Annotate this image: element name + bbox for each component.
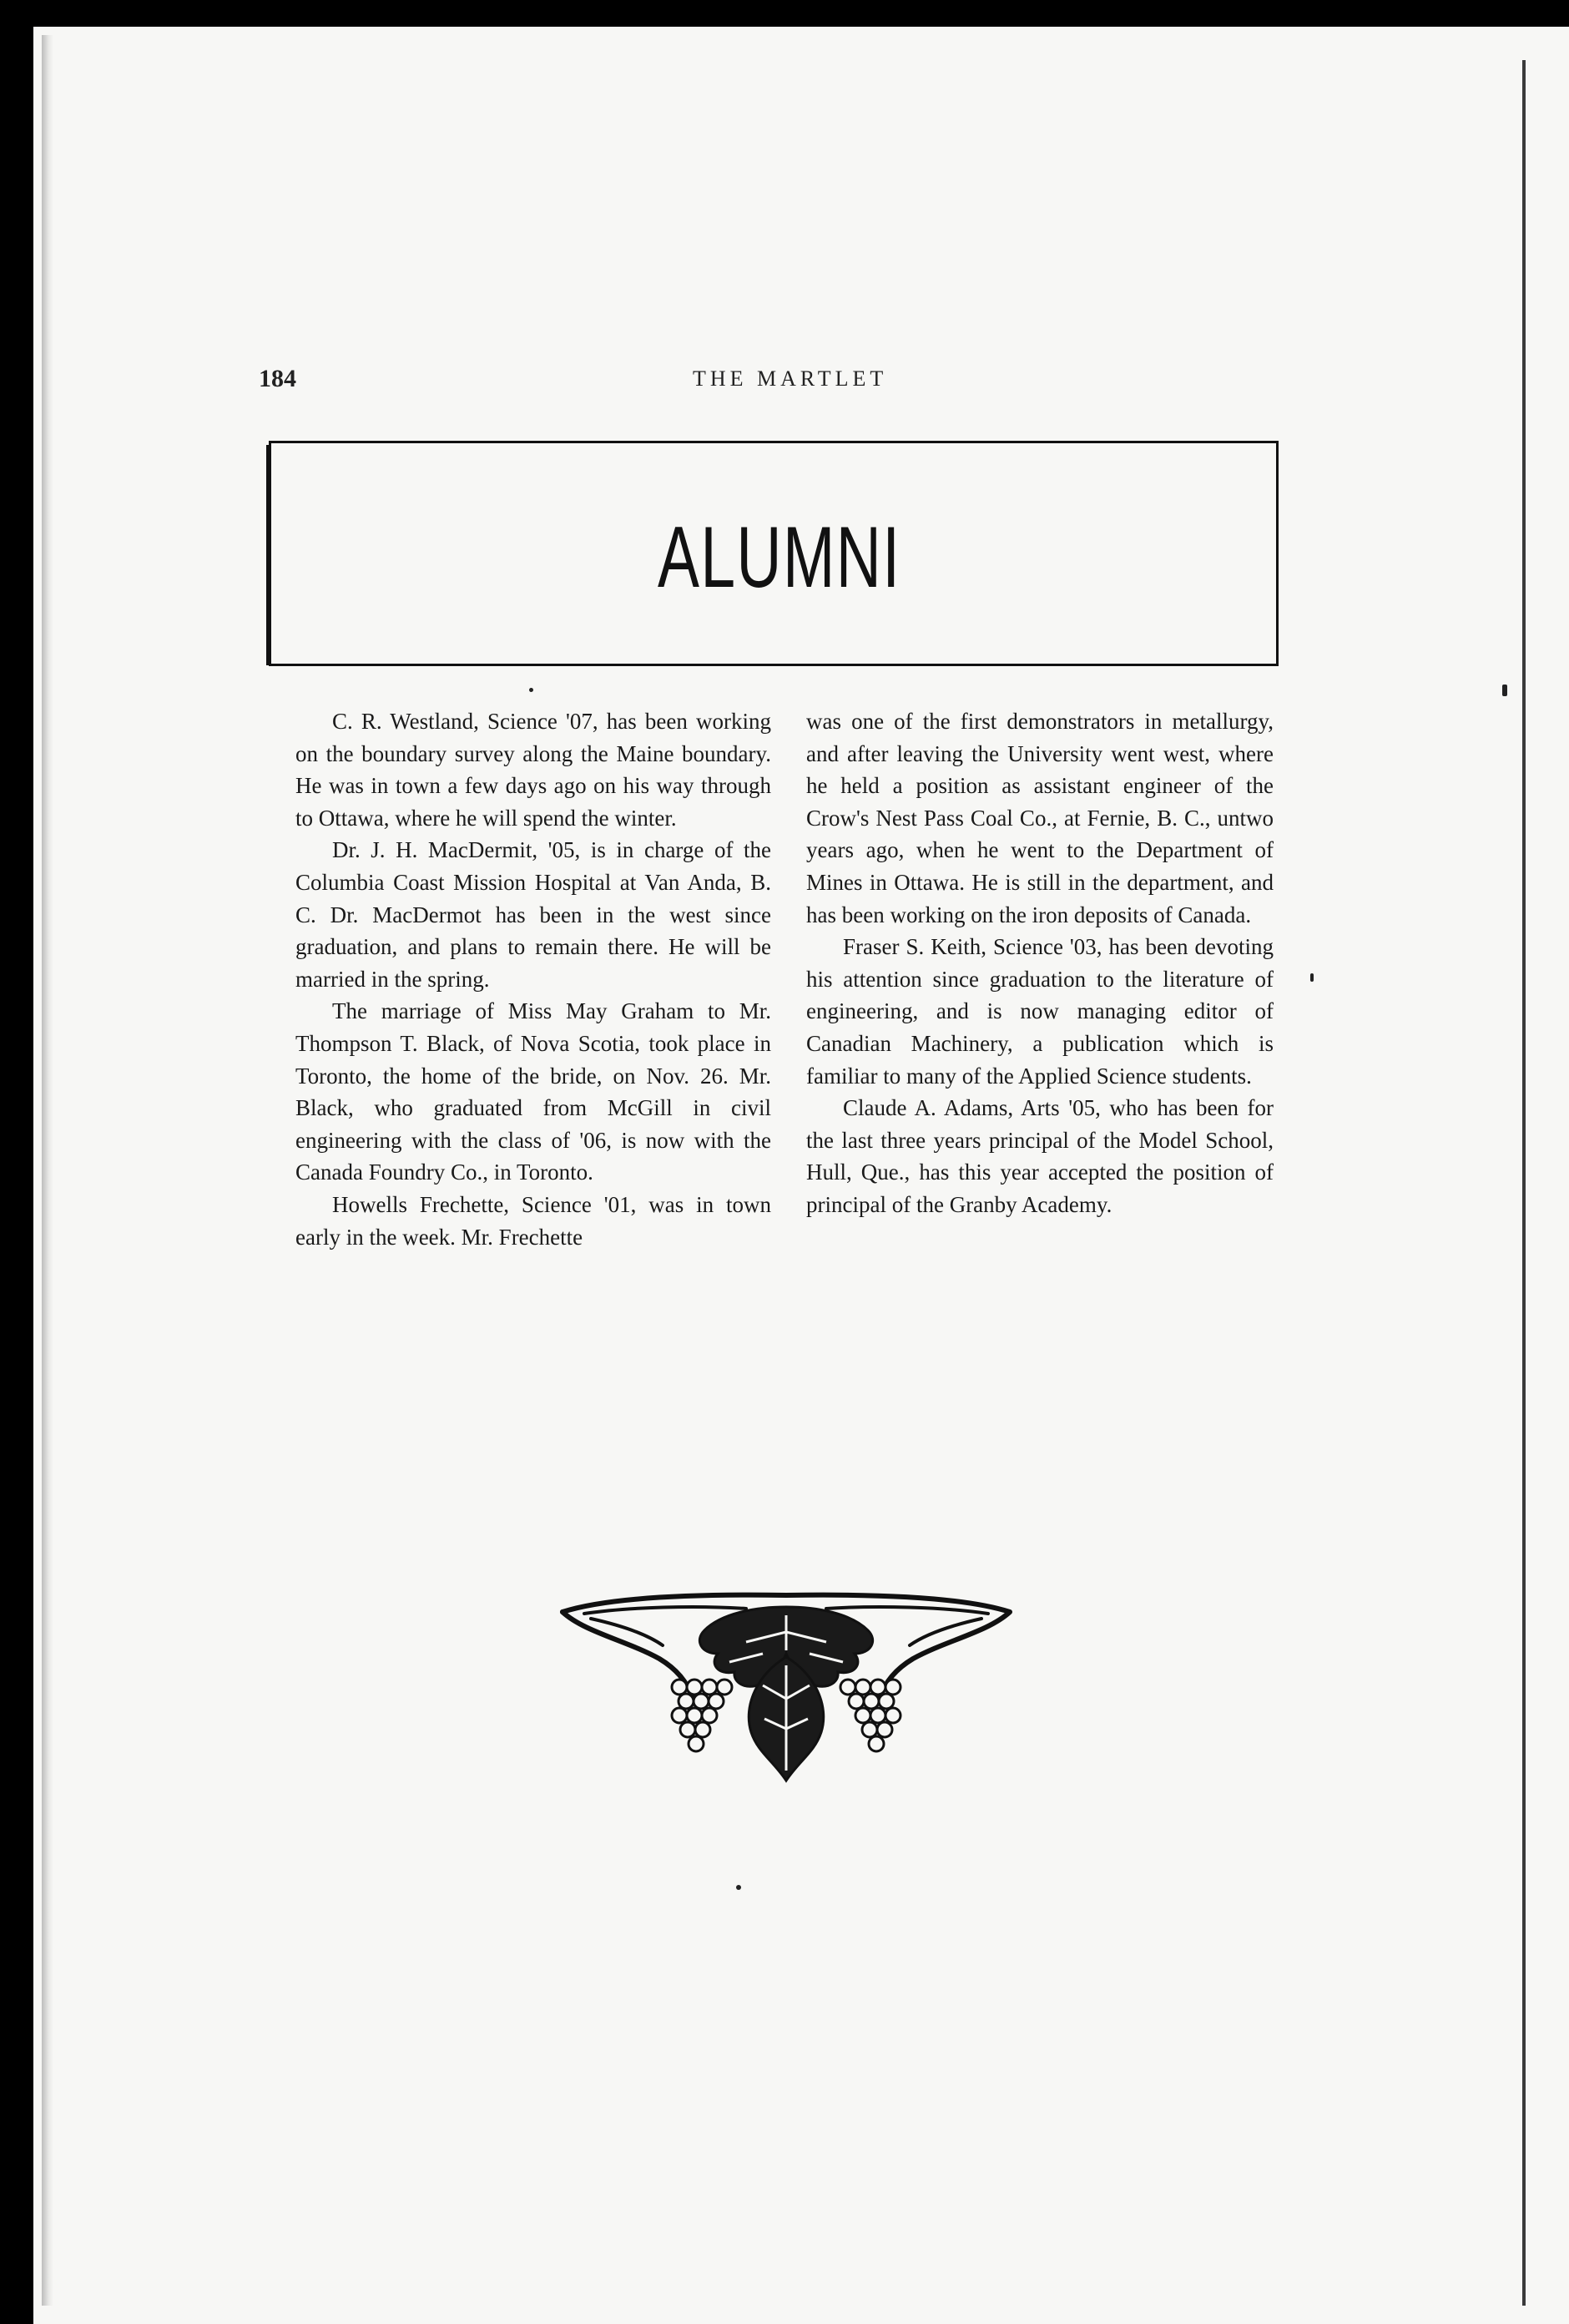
paragraph-macdermit: Dr. J. H. MacDermit, '05, is in charge of the Columbia Coast Mission Hospital at Van Anda, B. C. Dr. MacDermot has been in the west since graduation, and plans to remain there. He will be married in the spring. [295,837,771,992]
paragraph-keith: Fraser S. Keith, Science '03, has been devoting his attention since graduation to the literature of engineering, and is now managing editor of Canadian Machinery, a publication which is familiar to many of the Applied Science students. [806,934,1274,1089]
page-number: 184 [259,365,296,392]
section-title: ALUMNI [657,509,901,606]
ink-speck [736,1885,741,1890]
paragraph-westland: C. R. Westland, Science '07, has been working on the boundary survey along the Maine boundary. He was in town a few days ago on his way through to Ottawa, where he will spend the winter. [295,709,771,831]
left-text-column [295,705,771,1253]
ink-speck [1310,973,1314,982]
ink-speck [1502,685,1507,696]
page-right-margin-line [1522,60,1526,2306]
paragraph-adams: Claude A. Adams, Arts '05, who has been for the last three years principal of the Model School, Hull, Que., has this year accepted the position of principal of the Granby Academy. [806,1095,1274,1217]
paragraph-graham-black: The marriage of Miss May Graham to Mr. Thompson T. Black, of Nova Scotia, took place in Toronto, the home of the bride, on Nov. 26. Mr. Black, who graduated from McGill in civil engineering with the class of '06, is now with the Canada Foundry Co., in Toronto. [295,998,771,1185]
section-title-box [269,441,1279,666]
running-title: THE MARTLET [693,366,888,391]
page-header [259,365,1369,407]
right-text-column [806,705,1274,1221]
grape-leaf-ornament-icon [554,1582,1018,1791]
paragraph-frechette: Howells Frechette, Science '01, was in town early in the week. Mr. Frechette [295,1191,771,1250]
ink-speck [529,688,533,692]
page-binding-edge [42,35,53,2306]
paragraph-frechette-continued: was one of the first demonstrators in metallurgy, and after leaving the University went west, where he held a position as assistant engineer of the Crow's Nest Pass Coal Co., at Fernie, B. C., untwo years ago, when he went to the Department of Mines in Ottawa. He is still in the department, and has been working on the iron deposits of Canada. [806,709,1274,927]
